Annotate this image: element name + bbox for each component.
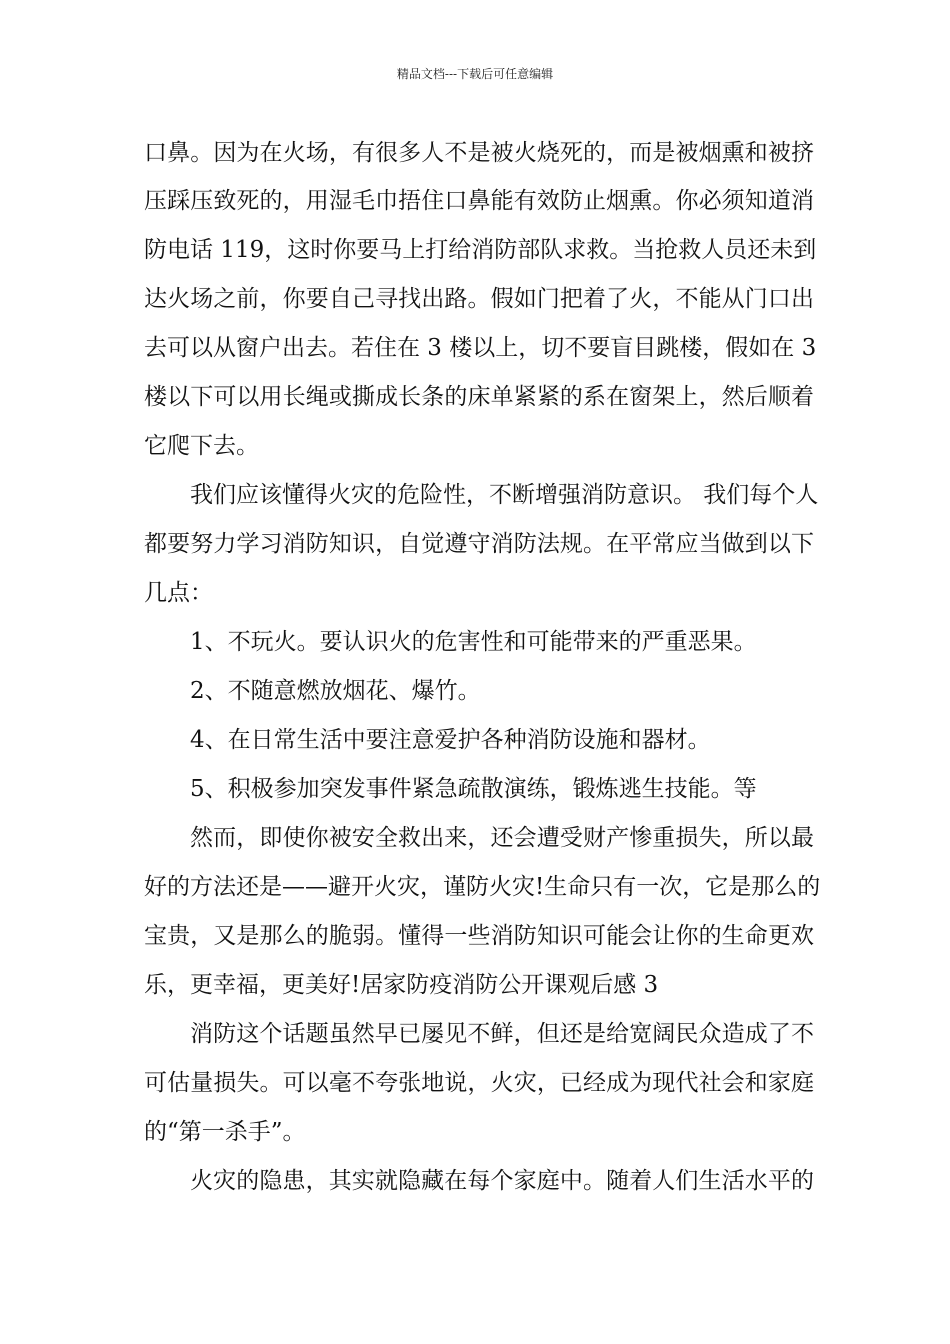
body-line: 压踩压致死的，用湿毛巾捂住口鼻能有效防止烟熏。你必须知道消 [144,188,814,214]
paragraph-first-line: 然而，即使你被安全救出来，还会遭受财产惨重损失，所以最 [190,825,814,851]
body-line: 防电话 119，这时你要马上打给消防部队求救。当抢救人员还未到 [144,237,817,263]
list-item: 2、不随意燃放烟花、爆竹。 [190,678,481,704]
body-line: 可估量损失。可以毫不夸张地说，火灾，已经成为现代社会和家庭 [144,1070,814,1096]
body-line: 几点： [144,580,213,606]
body-line: 去可以从窗户出去。若住在 3 楼以上，切不要盲目跳楼，假如在 3 [144,335,817,361]
body-line: 达火场之前，你要自己寻找出路。假如门把着了火，不能从门口出 [144,286,814,312]
body-line: 楼以下可以用长绳或撕成长条的床单紧紧的系在窗架上，然后顺着 [144,384,814,410]
list-item: 1、不玩火。要认识火的危害性和可能带来的严重恶果。 [190,629,757,655]
paragraph-first-line: 我们应该懂得火灾的危险性，不断增强消防意识。 我们每个人 [190,482,819,508]
paragraph-first-line: 消防这个话题虽然早已屡见不鲜，但还是给宽阔民众造成了不 [190,1021,814,1047]
body-line: 乐，更幸福，更美好!居家防疫消防公开课观后感 3 [144,972,659,998]
body-line: 口鼻。因为在火场，有很多人不是被火烧死的，而是被烟熏和被挤 [144,140,814,166]
body-line: 都要努力学习消防知识，自觉遵守消防法规。在平常应当做到以下 [144,531,814,557]
body-line: 它爬下去。 [144,433,259,459]
body-line: 宝贵，又是那么的脆弱。懂得一些消防知识可能会让你的生命更欢 [144,923,814,949]
list-item: 4、在日常生活中要注意爱护各种消防设施和器材。 [190,727,711,753]
list-item: 5、积极参加突发事件紧急疏散演练，锻炼逃生技能。等 [190,776,757,802]
body-line: 好的方法还是——避开火灾，谨防火灾!生命只有一次，它是那么的 [144,874,821,900]
paragraph-first-line: 火灾的隐患，其实就隐藏在每个家庭中。随着人们生活水平的 [190,1168,814,1194]
body-line: 的“第一杀手”。 [144,1119,306,1145]
page-header: 精品文档---下载后可任意编辑 [396,67,554,81]
